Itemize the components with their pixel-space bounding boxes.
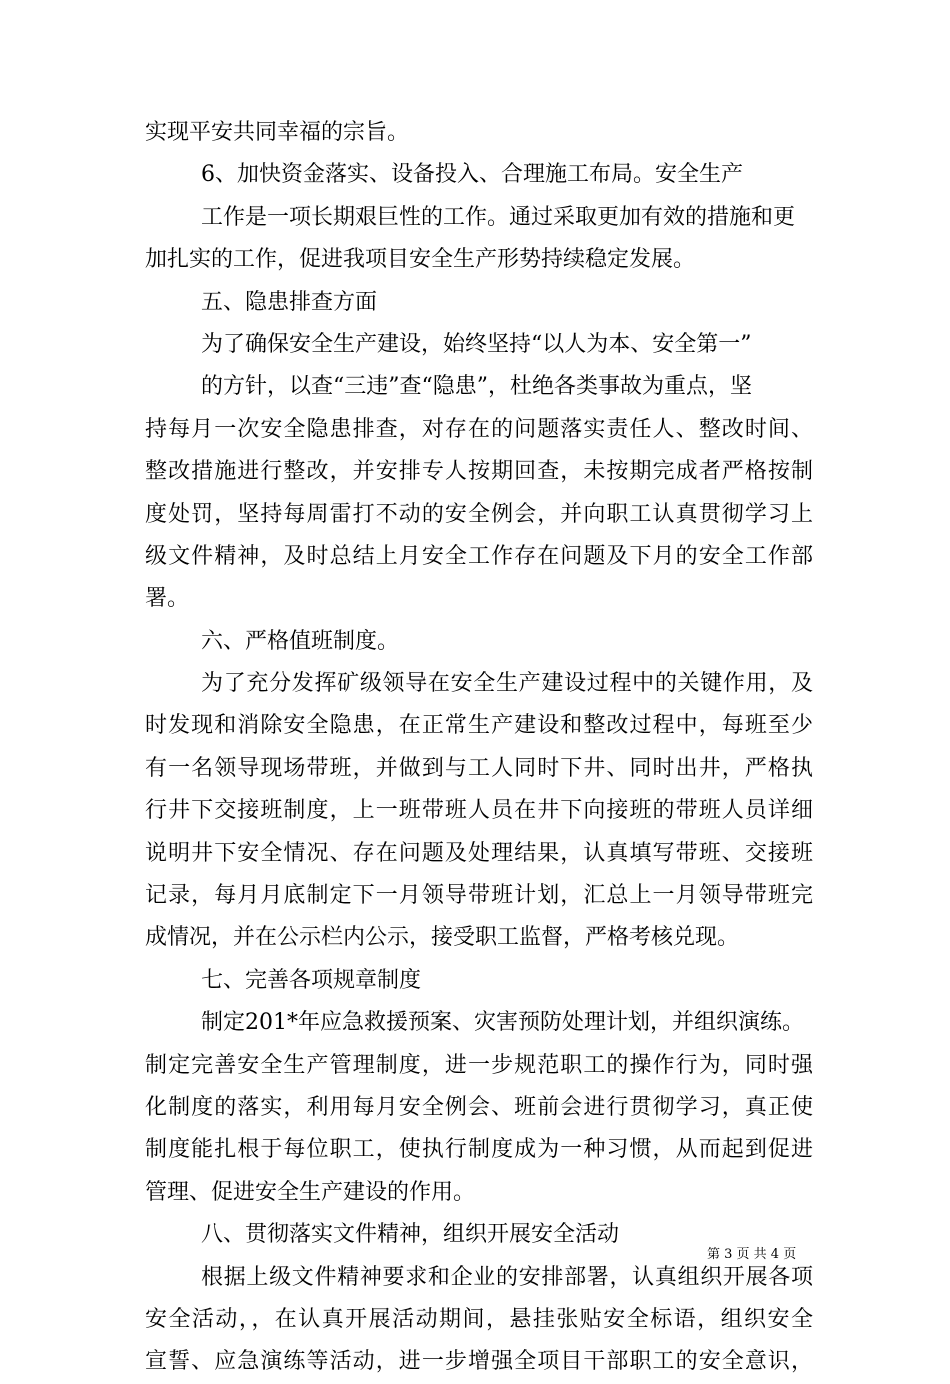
- text-line: 记录，每月月底制定下一月领导带班计划，汇总上一月领导带班完: [145, 883, 813, 909]
- text-line: 管理、促进安全生产建设的作用。: [145, 1179, 476, 1205]
- text-line: 安全活动，，在认真开展活动期间，悬挂张贴安全标语，组织安全: [145, 1306, 813, 1332]
- text-line: 六、严格值班制度。: [201, 628, 400, 654]
- text-line: 为了确保安全生产建设，始终坚持“以人为本、安全第一”: [201, 331, 752, 357]
- text-line: 八、贯彻落实文件精神，组织开展安全活动: [201, 1222, 620, 1248]
- text-line: 的方针，以查“三违”查“隐患”，杜绝各类事故为重点，坚: [201, 374, 752, 400]
- document-body: [145, 112, 813, 1384]
- text-line: 成情况，并在公示栏内公示，接受职工监督，严格考核兑现。: [145, 925, 740, 951]
- text-line: 制定201*年应急救援预案、灾害预防处理计划，并组织演练。: [201, 1010, 804, 1036]
- page-footer: 第 3 页 共 4 页: [707, 1247, 797, 1262]
- text-line: 七、完善各项规章制度: [201, 967, 422, 993]
- text-line: 6、加快资金落实、设备投入、合理施工布局。安全生产: [201, 162, 743, 188]
- text-line: 为了充分发挥矿级领导在安全生产建设过程中的关键作用，及: [201, 671, 813, 697]
- text-line: 工作是一项长期艰巨性的工作。通过采取更加有效的措施和更: [201, 204, 796, 230]
- text-line: 说明井下安全情况、存在问题及处理结果，认真填写带班、交接班: [145, 840, 813, 866]
- text-line: 时发现和消除安全隐患，在正常生产建设和整改过程中，每班至少: [145, 713, 813, 739]
- text-line: 制度能扎根于每位职工，使执行制度成为一种习惯，从而起到促进: [145, 1137, 813, 1163]
- text-line: 根据上级文件精神要求和企业的安排部署，认真组织开展各项: [201, 1264, 813, 1290]
- text-line: 持每月一次安全隐患排查，对存在的问题落实责任人、整改时间、: [145, 416, 813, 442]
- text-line: 化制度的落实，利用每月安全例会、班前会进行贯彻学习，真正使: [145, 1094, 813, 1120]
- text-line: 有一名领导现场带班，并做到与工人同时下井、同时出井，严格执: [145, 755, 813, 781]
- text-line: 整改措施进行整改，并安排专人按期回查，未按期完成者严格按制: [145, 459, 813, 485]
- text-line: 制定完善安全生产管理制度，进一步规范职工的操作行为，同时强: [145, 1052, 813, 1078]
- text-line: 署。: [145, 586, 190, 612]
- text-line: 级文件精神，及时总结上月安全工作存在问题及下月的安全工作部: [145, 543, 813, 569]
- text-line: 五、隐患排查方面: [201, 289, 378, 315]
- text-line: 宣誓、应急演练等活动，进一步增强全项目干部职工的安全意识，: [145, 1349, 813, 1375]
- text-line: 实现平安共同幸福的宗旨。: [145, 120, 410, 145]
- text-line: 行井下交接班制度，上一班带班人员在井下向接班的带班人员详细: [145, 798, 813, 824]
- text-line: 度处罚，坚持每周雷打不动的安全例会，并向职工认真贯彻学习上: [145, 501, 813, 527]
- text-line: 加扎实的工作，促进我项目安全生产形势持续稳定发展。: [145, 247, 696, 273]
